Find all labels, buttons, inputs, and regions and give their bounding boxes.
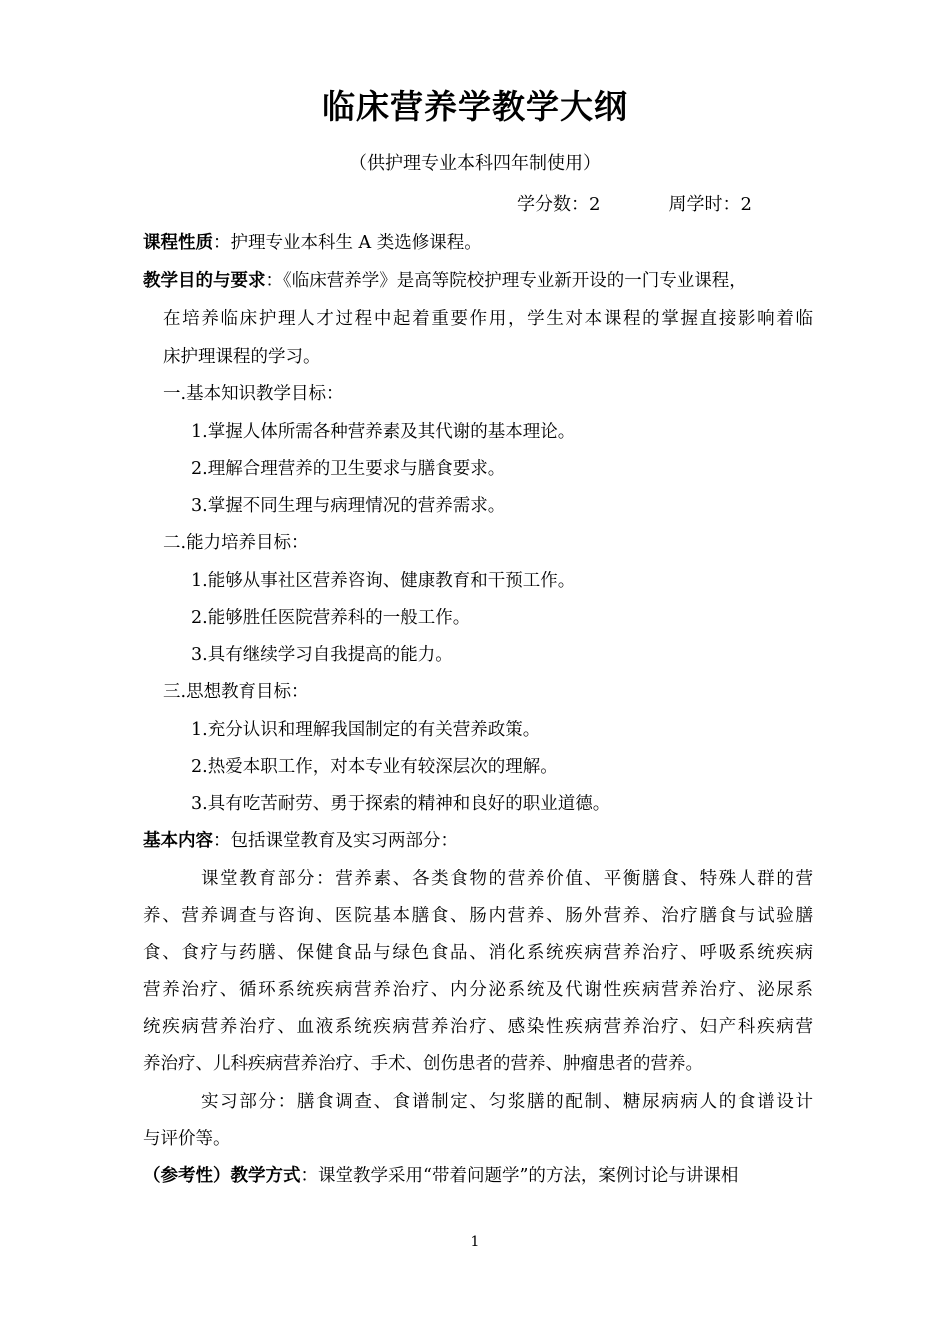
classroom-line: 统疾病营养治疗、血液系统疾病营养治疗、感染性疾病营养治疗、妇产科疾病营 xyxy=(143,1017,813,1037)
course-nature-text: ：护理专业本科生 A 类选修课程。 xyxy=(213,233,482,253)
ideology-item: 2.热爱本职工作，对本专业有较深层次的理解。 xyxy=(191,757,558,777)
ability-item: 3.具有继续学习自我提高的能力。 xyxy=(191,645,453,665)
ideology-item: 3.具有吃苦耐劳、勇于探索的精神和良好的职业道德。 xyxy=(191,794,611,814)
knowledge-item: 2.理解合理营养的卫生要求与膳食要求。 xyxy=(191,459,506,479)
knowledge-item: 1.掌握人体所需各种营养素及其代谢的基本理论。 xyxy=(191,422,576,442)
objectives-line-2: 在培养临床护理人才过程中起着重要作用，学生对本课程的掌握直接影响着临 xyxy=(163,309,813,329)
course-nature-heading: 课程性质 xyxy=(143,233,213,253)
practice-line: 实习部分：膳食调查、食谱制定、匀浆膳的配制、糖尿病病人的食谱设计 xyxy=(201,1092,813,1112)
content-intro-text: ：包括课堂教育及实习两部分： xyxy=(213,831,458,851)
method-line xyxy=(143,1162,738,1190)
ability-item: 1.能够从事社区营养咨询、健康教育和干预工作。 xyxy=(191,571,576,591)
classroom-line: 养治疗、儿科疾病营养治疗、手术、创伤患者的营养、肿瘤患者的营养。 xyxy=(143,1054,703,1074)
weekly-hours-label: 周学时：2 xyxy=(668,194,752,215)
classroom-line: 养、营养调查与咨询、医院基本膳食、肠内营养、肠外营养、治疗膳食与试验膳 xyxy=(143,906,813,926)
objectives-heading: 教学目的与要求 xyxy=(143,271,266,291)
page-number: 1 xyxy=(470,1234,480,1250)
classroom-line: 营养治疗、循环系统疾病营养治疗、内分泌系统及代谢性疾病营养治疗、泌尿系 xyxy=(143,980,813,1000)
ideology-heading: 三.思想教育目标： xyxy=(163,682,309,702)
ability-heading: 二.能力培养目标： xyxy=(163,533,309,553)
objectives-text-1: ：《临床营养学》是高等院校护理专业新开设的一门专业课程， xyxy=(265,271,747,291)
content-heading: 基本内容 xyxy=(143,831,213,851)
document-subtitle: （供护理专业本科四年制使用） xyxy=(349,153,601,174)
course-nature-line xyxy=(143,229,482,257)
classroom-line: 食、食疗与药膳、保健食品与绿色食品、消化系统疾病营养治疗、呼吸系统疾病 xyxy=(143,943,813,963)
method-text: ：课堂教学采用“带着问题学”的方法，案例讨论与讲课相 xyxy=(300,1166,739,1186)
method-heading: （参考性）教学方式 xyxy=(143,1166,301,1186)
document-title: 临床营养学教学大纲 xyxy=(322,87,628,126)
credits-info xyxy=(517,191,752,219)
objectives-line-1 xyxy=(143,267,747,295)
credits-label: 学分数：2 xyxy=(517,194,601,215)
content-intro-line xyxy=(143,827,458,855)
ideology-item: 1.充分认识和理解我国制定的有关营养政策。 xyxy=(191,720,541,740)
practice-line: 与评价等。 xyxy=(143,1129,231,1149)
knowledge-heading: 一.基本知识教学目标： xyxy=(163,384,344,404)
ability-item: 2.能够胜任医院营养科的一般工作。 xyxy=(191,608,471,628)
objectives-line-3: 床护理课程的学习。 xyxy=(163,347,321,367)
classroom-line: 课堂教育部分：营养素、各类食物的营养价值、平衡膳食、特殊人群的营 xyxy=(201,869,813,889)
knowledge-item: 3.掌握不同生理与病理情况的营养需求。 xyxy=(191,496,506,516)
